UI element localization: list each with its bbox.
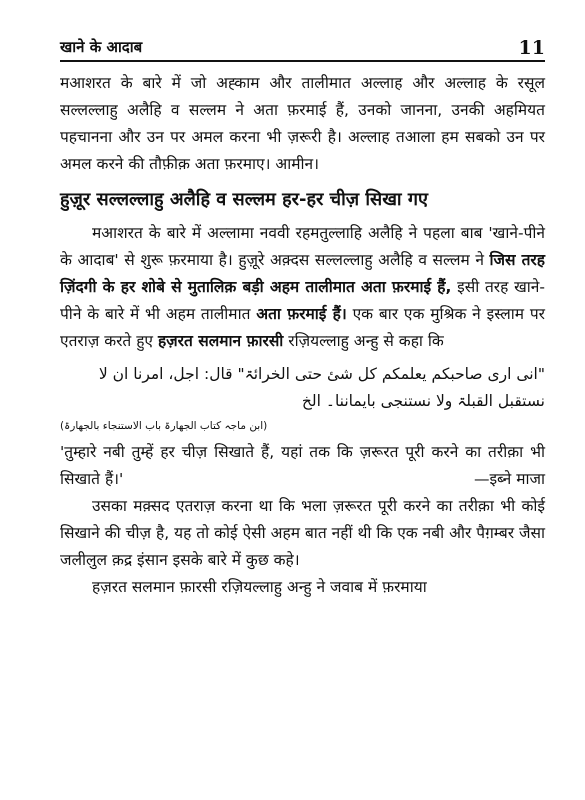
page-header	[60, 34, 545, 62]
page-content	[60, 70, 545, 601]
arabic-hadith-quote: "انی اری صاحبکم یعلمکم کل شئ حتی الخرائۃ" قال: اجل، امرنا ان لا نستقبل القبلۃ ولا نستنجی بایماننا۔ الخ	[98, 365, 545, 410]
paragraph-2-bold-e: अता फ़रमाई हैं।	[256, 305, 347, 323]
page-number: 11	[518, 37, 545, 59]
translation-source: —इब्ने माजा	[473, 470, 545, 488]
arabic-reference: (ابن ماجہ کتاب الجھارۃ باب الاستنجاء بالجھارۃ)	[60, 420, 268, 432]
paragraph-2-part-a: मआशरत के बारे में अल्लामा नववी रहमतुल्लाहि अलैहि ने पहला बाब 'खाने-पीने के आदाब'	[60, 224, 545, 269]
paragraph-2-part-f: एक बार एक मुश्रिक ने इस्लाम पर एतराज़ करते हुए	[60, 305, 545, 350]
paragraph-2-bold-c: जिस तरह ज़िंदगी के हर शोबे से मुतालिक़ बड़ी अहम तालीमात अता फ़रमाई हैं,	[60, 251, 545, 296]
translation-text: 'तुम्हारे नबी तुम्हें हर चीज़ सिखाते हैं, यहां तक कि ज़रूरत पूरी करने का तरीक़ा भी सिखाते हैं।'	[60, 443, 545, 488]
paragraph-2-part-h: रज़ियल्लाहु अन्हु से कहा कि	[283, 332, 444, 350]
paragraph-2-part-d: इसी तरह खाने-पीने के बारे में भी अहम तालीमात	[60, 278, 545, 323]
paragraph-1: मआशरत के बारे में जो अह्काम और तालीमात अल्लाह और अल्लाह के रसूल सल्लल्लाहु अलैहि व सल्लम ने अता फ़रमाई हैं, उनको जानना, उनकी अहमियत पहचानना और उन पर अमल करना भी ज़रूरी है। अल्लाह तआला हम सबको उन पर अमल करने की तौफ़ीक़ अता फ़रमाए। आमीन।	[60, 74, 545, 173]
paragraph-3: उसका मक़्सद एतराज़ करना था कि भला ज़रूरत पूरी करने का तरीक़ा भी कोई सिखाने की चीज़ है, यह तो कोई ऐसी अहम बात नहीं थी कि एक नबी और पैग़म्बर जैसा जलीलुल क़द्र इंसान इसके बारे में कुछ कहे।	[60, 497, 545, 569]
running-title: खाने के आदाब	[60, 38, 143, 56]
section-heading: हुज़ूर सल्लल्लाहु अलैहि व सल्लम हर-हर चीज़ सिखा गए	[60, 189, 428, 210]
paragraph-2-bold-g: हज़रत सलमान फ़ारसी	[157, 332, 284, 350]
paragraph-2-part-b: से शुरू फ़रमाया है। हुज़ूरे अक़्दस सल्लल्लाहु अलैहि व सल्लम ने	[118, 251, 490, 269]
paragraph-2	[60, 220, 545, 355]
paragraph-4: हज़रत सलमान फ़ारसी रज़ियल्लाहु अन्हु ने जवाब में फ़रमाया	[92, 578, 427, 596]
